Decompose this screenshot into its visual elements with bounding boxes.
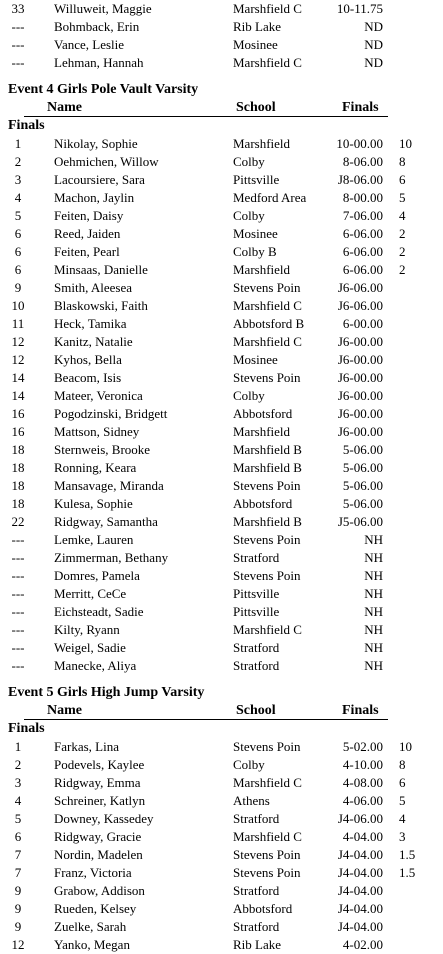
result-row: [0, 405, 443, 423]
header-school: School: [236, 703, 276, 718]
place-cell: ---: [11, 532, 25, 547]
place-cell: ---: [11, 19, 25, 34]
school-name: Stratford: [233, 640, 280, 655]
result-row: [0, 846, 443, 864]
header-finals: Finals: [342, 100, 379, 115]
header-rule: [24, 116, 388, 117]
school-name: Marshfield B: [233, 442, 302, 457]
school-name: Stevens Poin: [233, 532, 301, 547]
result-row: [0, 603, 443, 621]
athlete-name: Franz, Victoria: [54, 865, 132, 880]
result-row: [0, 441, 443, 459]
athlete-name: Vance, Leslie: [54, 37, 125, 52]
athlete-name: Willuweit, Maggie: [54, 1, 152, 16]
result-row: [0, 738, 443, 756]
finals-mark: J4-04.00: [337, 919, 383, 934]
header-rule: [24, 719, 388, 720]
place-cell: 6: [14, 226, 22, 241]
athlete-name: Schreiner, Katlyn: [54, 793, 146, 808]
points-cell: 5: [399, 190, 406, 205]
athlete-name: Kilty, Ryann: [54, 622, 120, 637]
result-row: [0, 18, 443, 36]
finals-mark: NH: [364, 532, 383, 547]
athlete-name: Lacoursiere, Sara: [54, 172, 145, 187]
result-row: [0, 243, 443, 261]
place-cell: ---: [11, 658, 25, 673]
school-name: Pittsville: [233, 586, 280, 601]
athlete-name: Podevels, Kaylee: [54, 757, 145, 772]
result-row: [0, 657, 443, 675]
result-row: [0, 774, 443, 792]
place-cell: 6: [14, 244, 22, 259]
finals-mark: J6-00.00: [337, 352, 383, 367]
school-name: Athens: [233, 793, 270, 808]
place-cell: 18: [11, 460, 25, 475]
header-name: Name: [47, 100, 82, 115]
school-name: Marshfield C: [233, 829, 302, 844]
place-cell: 3: [14, 775, 22, 790]
result-row: [0, 513, 443, 531]
finals-mark: J4-06.00: [337, 811, 383, 826]
school-name: Marshfield C: [233, 334, 302, 349]
school-name: Colby: [233, 757, 265, 772]
school-name: Stratford: [233, 883, 280, 898]
school-name: Marshfield C: [233, 1, 302, 16]
points-cell: 2: [399, 262, 406, 277]
result-row: [0, 549, 443, 567]
points-cell: 6: [399, 775, 406, 790]
athlete-name: Minsaas, Danielle: [54, 262, 148, 277]
place-cell: 5: [14, 208, 22, 223]
school-name: Stratford: [233, 550, 280, 565]
school-name: Stevens Poin: [233, 865, 301, 880]
result-row: [0, 531, 443, 549]
result-row: [0, 918, 443, 936]
school-name: Stevens Poin: [233, 739, 301, 754]
place-cell: 2: [14, 757, 22, 772]
school-name: Stratford: [233, 811, 280, 826]
school-name: Mosinee: [233, 352, 278, 367]
result-row: [0, 0, 443, 18]
finals-mark: ND: [364, 37, 383, 52]
athlete-name: Lemke, Lauren: [54, 532, 134, 547]
place-cell: ---: [11, 55, 25, 70]
athlete-name: Ridgway, Samantha: [54, 514, 158, 529]
athlete-name: Merritt, CeCe: [54, 586, 127, 601]
result-row: [0, 36, 443, 54]
school-name: Mosinee: [233, 37, 278, 52]
place-cell: 33: [11, 1, 25, 16]
school-name: Stevens Poin: [233, 847, 301, 862]
column-header: [0, 702, 443, 720]
school-name: Marshfield C: [233, 622, 302, 637]
finals-mark: 6-06.00: [342, 244, 383, 259]
result-row: [0, 297, 443, 315]
finals-mark: J4-04.00: [337, 865, 383, 880]
place-cell: 14: [11, 370, 25, 385]
result-row: [0, 621, 443, 639]
finals-mark: 10-11.75: [336, 1, 383, 16]
finals-mark: J8-06.00: [337, 172, 383, 187]
points-cell: 8: [399, 757, 406, 772]
result-row: [0, 459, 443, 477]
points-cell: 10: [399, 739, 412, 754]
result-row: [0, 828, 443, 846]
result-row: [0, 936, 443, 954]
finals-mark: J6-06.00: [337, 280, 383, 295]
athlete-name: Weigel, Sadie: [54, 640, 126, 655]
athlete-name: Eichsteadt, Sadie: [54, 604, 144, 619]
athlete-name: Ridgway, Gracie: [54, 829, 142, 844]
finals-mark: J6-00.00: [337, 370, 383, 385]
athlete-name: Rueden, Kelsey: [54, 901, 137, 916]
place-cell: 9: [14, 883, 22, 898]
finals-mark: J6-00.00: [337, 406, 383, 421]
place-cell: 18: [11, 496, 25, 511]
school-name: Stevens Poin: [233, 370, 301, 385]
place-cell: 9: [14, 901, 22, 916]
result-row: [0, 792, 443, 810]
column-header: [0, 99, 443, 117]
school-name: Abbotsford B: [233, 316, 305, 331]
place-cell: 22: [11, 514, 25, 529]
school-name: Stevens Poin: [233, 280, 301, 295]
school-name: Abbotsford: [233, 406, 293, 421]
athlete-name: Domres, Pamela: [54, 568, 140, 583]
result-row: [0, 495, 443, 513]
finals-mark: 5-06.00: [342, 460, 383, 475]
section-label: Finals: [8, 721, 45, 736]
finals-mark: NH: [364, 586, 383, 601]
finals-mark: 5-02.00: [342, 739, 383, 754]
result-row: [0, 864, 443, 882]
athlete-name: Bohmback, Erin: [54, 19, 140, 34]
place-cell: 7: [14, 847, 22, 862]
athlete-name: Heck, Tamika: [54, 316, 127, 331]
finals-mark: 4-10.00: [342, 757, 383, 772]
athlete-name: Machon, Jaylin: [54, 190, 135, 205]
finals-mark: ND: [364, 55, 383, 70]
result-row: [0, 387, 443, 405]
event-title: Event 4 Girls Pole Vault Varsity: [8, 82, 199, 97]
place-cell: 6: [14, 829, 22, 844]
school-name: Abbotsford: [233, 496, 293, 511]
finals-mark: ND: [364, 19, 383, 34]
place-cell: ---: [11, 550, 25, 565]
athlete-name: Kanitz, Natalie: [54, 334, 133, 349]
points-cell: 1.5: [399, 847, 416, 862]
points-cell: 5: [399, 793, 406, 808]
result-row: [0, 333, 443, 351]
place-cell: ---: [11, 622, 25, 637]
result-row: [0, 810, 443, 828]
points-cell: 3: [399, 829, 406, 844]
result-row: [0, 585, 443, 603]
school-name: Marshfield C: [233, 775, 302, 790]
result-row: [0, 207, 443, 225]
place-cell: 14: [11, 388, 25, 403]
place-cell: ---: [11, 640, 25, 655]
result-row: [0, 882, 443, 900]
place-cell: 1: [14, 739, 22, 754]
result-row: [0, 369, 443, 387]
finals-mark: J6-00.00: [337, 388, 383, 403]
place-cell: ---: [11, 37, 25, 52]
finals-mark: NH: [364, 658, 383, 673]
athlete-name: Pogodzinski, Bridgett: [54, 406, 168, 421]
place-cell: 12: [11, 352, 25, 367]
school-name: Marshfield B: [233, 514, 302, 529]
place-cell: 1: [14, 136, 22, 151]
finals-mark: J6-06.00: [337, 298, 383, 313]
event-title: Event 5 Girls High Jump Varsity: [8, 685, 205, 700]
finals-mark: J4-04.00: [337, 901, 383, 916]
school-name: Abbotsford: [233, 901, 293, 916]
result-row: [0, 171, 443, 189]
header-finals: Finals: [342, 703, 379, 718]
finals-mark: 4-06.00: [342, 793, 383, 808]
result-row: [0, 315, 443, 333]
finals-mark: 10-00.00: [336, 136, 383, 151]
finals-mark: NH: [364, 640, 383, 655]
result-row: [0, 567, 443, 585]
place-cell: 2: [14, 154, 22, 169]
athlete-name: Nikolay, Sophie: [54, 136, 138, 151]
place-cell: 10: [11, 298, 25, 313]
finals-mark: NH: [364, 550, 383, 565]
athlete-name: Downey, Kassedey: [54, 811, 154, 826]
result-row: [0, 423, 443, 441]
finals-mark: J6-00.00: [337, 334, 383, 349]
athlete-name: Beacom, Isis: [54, 370, 122, 385]
finals-mark: 4-08.00: [342, 775, 383, 790]
finals-mark: 5-06.00: [342, 496, 383, 511]
school-name: Marshfield: [233, 424, 291, 439]
athlete-name: Nordin, Madelen: [54, 847, 143, 862]
points-cell: 2: [399, 244, 406, 259]
place-cell: ---: [11, 586, 25, 601]
athlete-name: Farkas, Lina: [54, 739, 119, 754]
athlete-name: Oehmichen, Willow: [54, 154, 159, 169]
school-name: Colby: [233, 388, 265, 403]
finals-mark: 8-00.00: [342, 190, 383, 205]
place-cell: ---: [11, 568, 25, 583]
points-cell: 2: [399, 226, 406, 241]
place-cell: 12: [11, 334, 25, 349]
finals-mark: J4-04.00: [337, 883, 383, 898]
result-row: [0, 279, 443, 297]
school-name: Stevens Poin: [233, 478, 301, 493]
points-cell: 10: [399, 136, 412, 151]
place-cell: ---: [11, 604, 25, 619]
school-name: Colby B: [233, 244, 277, 259]
athlete-name: Kulesa, Sophie: [54, 496, 133, 511]
school-name: Marshfield C: [233, 55, 302, 70]
place-cell: 18: [11, 442, 25, 457]
result-row: [0, 900, 443, 918]
athlete-name: Ridgway, Emma: [54, 775, 141, 790]
athlete-name: Lehman, Hannah: [54, 55, 144, 70]
place-cell: 3: [14, 172, 22, 187]
place-cell: 4: [14, 190, 22, 205]
points-cell: 6: [399, 172, 406, 187]
points-cell: 1.5: [399, 865, 416, 880]
school-name: Medford Area: [233, 190, 307, 205]
place-cell: 16: [11, 406, 25, 421]
finals-mark: J4-04.00: [337, 847, 383, 862]
finals-mark: 5-06.00: [342, 442, 383, 457]
finals-mark: NH: [364, 622, 383, 637]
result-row: [0, 756, 443, 774]
finals-mark: J6-00.00: [337, 424, 383, 439]
athlete-name: Smith, Aleesea: [54, 280, 132, 295]
finals-mark: NH: [364, 604, 383, 619]
athlete-name: Feiten, Daisy: [54, 208, 124, 223]
school-name: Pittsville: [233, 172, 280, 187]
school-name: Mosinee: [233, 226, 278, 241]
place-cell: 9: [14, 280, 22, 295]
athlete-name: Yanko, Megan: [54, 937, 130, 952]
finals-mark: J5-06.00: [337, 514, 383, 529]
athlete-name: Mattson, Sidney: [54, 424, 140, 439]
school-name: Marshfield C: [233, 298, 302, 313]
finals-mark: 6-06.00: [342, 262, 383, 277]
result-row: [0, 225, 443, 243]
finals-mark: NH: [364, 568, 383, 583]
place-cell: 4: [14, 793, 22, 808]
athlete-name: Blaskowski, Faith: [54, 298, 148, 313]
place-cell: 9: [14, 919, 22, 934]
result-row: [0, 639, 443, 657]
points-cell: 4: [399, 208, 406, 223]
athlete-name: Zimmerman, Bethany: [54, 550, 169, 565]
school-name: Stratford: [233, 658, 280, 673]
athlete-name: Mateer, Veronica: [54, 388, 143, 403]
finals-mark: 4-02.00: [342, 937, 383, 952]
header-school: School: [236, 100, 276, 115]
school-name: Marshfield: [233, 136, 291, 151]
points-cell: 4: [399, 811, 406, 826]
place-cell: 7: [14, 865, 22, 880]
place-cell: 6: [14, 262, 22, 277]
athlete-name: Ronning, Keara: [54, 460, 137, 475]
finals-mark: 8-06.00: [342, 154, 383, 169]
result-row: [0, 351, 443, 369]
athlete-name: Manecke, Aliya: [54, 658, 137, 673]
finals-mark: 6-06.00: [342, 226, 383, 241]
place-cell: 16: [11, 424, 25, 439]
place-cell: 12: [11, 937, 25, 952]
school-name: Marshfield B: [233, 460, 302, 475]
points-cell: 8: [399, 154, 406, 169]
place-cell: 11: [11, 316, 25, 331]
result-row: [0, 189, 443, 207]
athlete-name: Reed, Jaiden: [54, 226, 121, 241]
athlete-name: Feiten, Pearl: [54, 244, 120, 259]
school-name: Stevens Poin: [233, 568, 301, 583]
header-name: Name: [47, 703, 82, 718]
result-row: [0, 54, 443, 72]
finals-mark: 4-04.00: [342, 829, 383, 844]
result-row: [0, 477, 443, 495]
athlete-name: Kyhos, Bella: [54, 352, 122, 367]
school-name: Pittsville: [233, 604, 280, 619]
place-cell: 5: [14, 811, 22, 826]
result-row: [0, 261, 443, 279]
school-name: Rib Lake: [233, 19, 282, 34]
school-name: Colby: [233, 154, 265, 169]
athlete-name: Zuelke, Sarah: [54, 919, 127, 934]
school-name: Rib Lake: [233, 937, 282, 952]
result-row: [0, 135, 443, 153]
place-cell: 18: [11, 478, 25, 493]
athlete-name: Sternweis, Brooke: [54, 442, 151, 457]
finals-mark: 7-06.00: [342, 208, 383, 223]
finals-mark: 6-00.00: [342, 316, 383, 331]
finals-mark: 5-06.00: [342, 478, 383, 493]
section-label: Finals: [8, 118, 45, 133]
school-name: Marshfield: [233, 262, 291, 277]
athlete-name: Mansavage, Miranda: [54, 478, 164, 493]
result-row: [0, 153, 443, 171]
school-name: Stratford: [233, 919, 280, 934]
school-name: Colby: [233, 208, 265, 223]
athlete-name: Grabow, Addison: [54, 883, 145, 898]
